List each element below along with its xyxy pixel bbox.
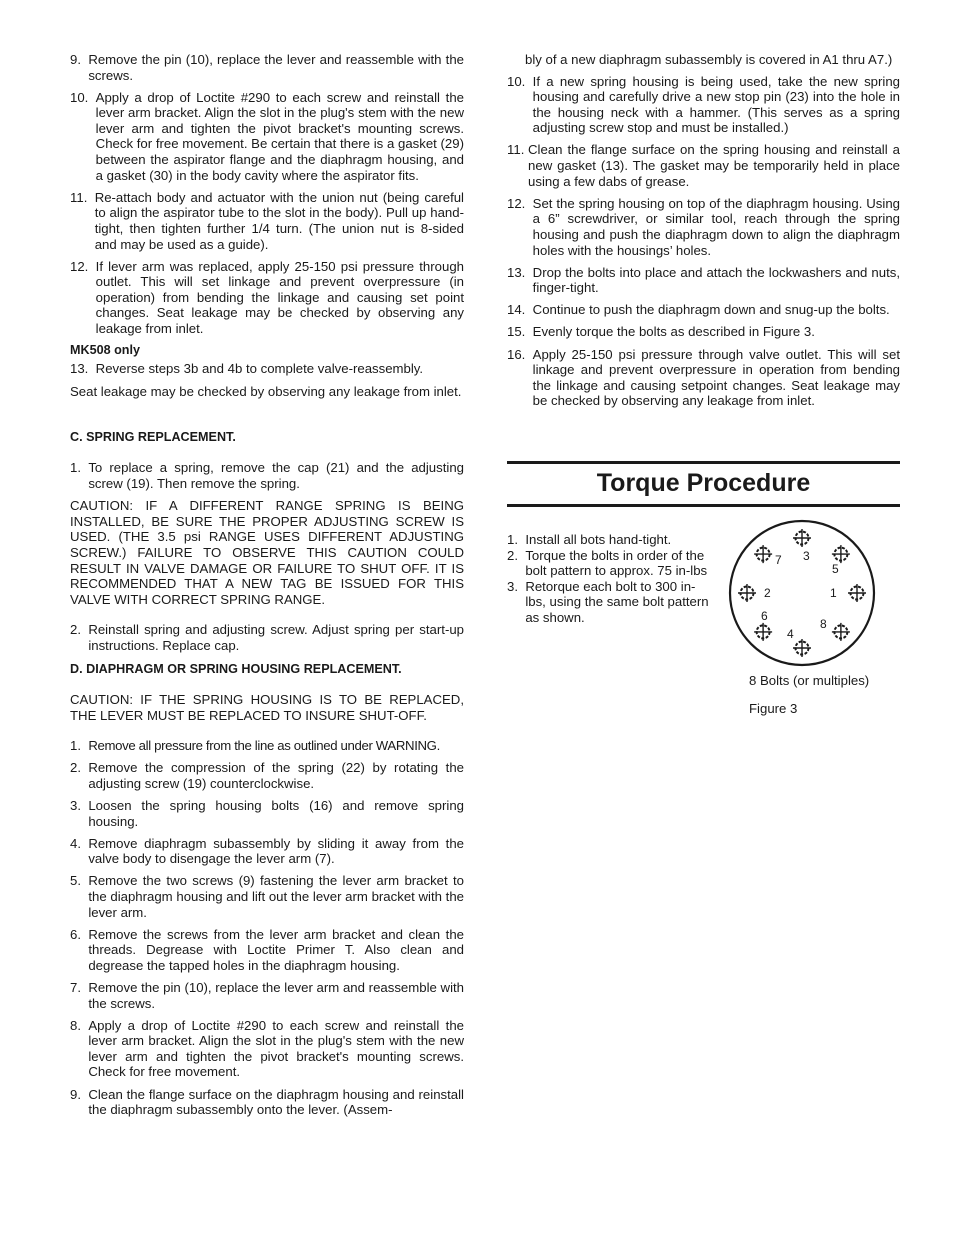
list-item: 12. Set the spring housing on top of the diaphragm housing. Using a 6” screwdriver, or similar tool, reach through the spring housing and push the diaphragm down to align the diaphragm holes with the housings’ holes.: [507, 195, 900, 258]
seat-leakage-note: Seat leakage may be checked by observing any leakage from inlet.: [70, 384, 462, 400]
bolt-hole: [832, 545, 850, 563]
list-item: 14. Continue to push the diaphragm down and snug-up the bolts.: [507, 302, 890, 318]
list-item: 15. Evenly torque the bolts as described in Figure 3.: [507, 324, 815, 340]
list-item: 10. If a new spring housing is being used, take the new spring housing and carefully drive a new stop pin (23) into the hole in the housing neck with a hammer. (This serves as a spring adjusting screw stop and must be installed.): [507, 73, 900, 136]
section-c-heading: C. SPRING REPLACEMENT.: [70, 429, 236, 444]
right-column: [507, 52, 900, 415]
section-d-caution: CAUTION: IF THE SPRING HOUSING IS TO BE REPLACED, THE LEVER MUST BE REPLACED TO INSURE SHUT-OFF.: [70, 692, 464, 723]
list-item: 10. Apply a drop of Loctite #290 to each screw and reinstall the lever arm bracket. Align the slot in the plug's stem with the new lever arm and tighten the pivot bracket's mounting screws. Check for free movement. Be certain that there is a gasket (29) between the aspirator flange and the diaphragm housing, and a gasket (30) in the body cavity where the aspirator fits.: [70, 89, 464, 183]
section-c-steps: [70, 460, 464, 491]
bolt-label-4: 4: [787, 627, 794, 641]
list-item: 8. Apply a drop of Loctite #290 to each screw and reinstall the lever arm bracket. Align the slot in the plug's stem with the new lever arm and tighten the pivot bracket's mounting screws. Check for free movement.: [70, 1017, 464, 1080]
left-column: [70, 52, 464, 1124]
list-item: 9. Clean the flange surface on the diaphragm housing and reinstall the diaphragm subassembly onto the lever. (Assem-: [70, 1086, 464, 1118]
list-item: 12. If lever arm was replaced, apply 25-150 psi pressure through outlet. This will set linkage and prevent overpressure (in operation) from bending the linkage and causing set point changes. Seat leakage may be checked by observing any leakage from inlet.: [70, 258, 464, 336]
section-d-heading: D. DIAPHRAGM OR SPRING HOUSING REPLACEMENT.: [70, 661, 402, 676]
list-item: 4. Remove diaphragm subassembly by sliding it away from the valve body to disengage the lever arm (7).: [70, 835, 464, 867]
list-item: 13. Drop the bolts into place and attach the lockwashers and nuts, finger-tight.: [507, 264, 900, 296]
continuation-text: bly of a new diaphragm subassembly is covered in A1 thru A7.): [525, 52, 893, 67]
bolt-hole: [738, 584, 756, 602]
bolt-hole: [832, 623, 850, 641]
figure-caption-bolts: 8 Bolts (or multiples): [749, 673, 870, 688]
section-d-steps: [70, 738, 464, 1117]
list-item: 7. Remove the pin (10), replace the lever arm and reassemble with the screws.: [70, 980, 464, 1011]
mk508-heading: MK508 only: [70, 343, 140, 358]
list-item: 1. Remove all pressure from the line as outlined under WARNING.: [70, 738, 440, 754]
bolt-label-8: 8: [820, 617, 827, 631]
list-item: 3. Loosen the spring housing bolts (16) and remove spring housing.: [70, 798, 464, 829]
bolt-label-5: 5: [832, 562, 839, 576]
list-item: 2. Reinstall spring and adjusting screw. Adjust spring per start-up instructions. Replace cap.: [70, 622, 464, 653]
section-c-caution: CAUTION: IF A DIFFERENT RANGE SPRING IS BEING INSTALLED, BE SURE THE PROPER ADJUSTING SCREW IS USED. (THE 3.5 psi RANGE USES DIFFERENT ADJUSTING SCREW.) FAILURE TO OBSERVE THIS CAUTION COULD RESULT IN VALVE DAMAGE OR FAILURE TO SHUT OFF. IT IS RECOMMENDED THAT A NEW TAG BE ISSUED FOR THIS VALVE WITH CORRECT SPRING RANGE.: [70, 498, 464, 607]
bolt-label-3: 3: [803, 549, 810, 563]
bolt-hole: [848, 584, 866, 602]
list-item: 11. Clean the flange surface on the spring housing and reinstall a new gasket (13). The gasket may be temporarily held in place using a few dabs of grease.: [507, 142, 900, 189]
section-c-steps-2: [70, 622, 464, 653]
bolt-hole: [754, 623, 772, 641]
torque-steps-list: [507, 532, 712, 626]
list-item: 2. Remove the compression of the spring (22) by rotating the adjusting screw (19) counterclockwise.: [70, 760, 464, 791]
bolt-hole: [793, 639, 811, 657]
list-item: 5. Remove the two screws (9) fastening the lever arm bracket to the diaphragm housing and lift out the lever arm bracket with the lever arm.: [70, 873, 464, 920]
torque-procedure-banner: [507, 461, 900, 507]
bolt-hole: [754, 545, 772, 563]
intro-steps: [70, 52, 464, 337]
torque-procedure-title: Torque Procedure: [596, 469, 811, 497]
list-item: 1. Install all bots hand-tight.: [507, 532, 672, 547]
mk508-steps: [70, 361, 464, 377]
list-item: 9. Remove the pin (10), replace the lever and reassemble with the screws.: [70, 52, 464, 83]
list-item: 1. To replace a spring, remove the cap (21) and the adjusting screw (19). Then remove the spring.: [70, 460, 464, 492]
list-item: 11. Re-attach body and actuator with the union nut (being careful to align the aspirator tube to the slot in the body). Pull up hand-tight, then tighten further 1/4 turn. (The union nut is 8-sided and may be used as a guide).: [70, 189, 464, 252]
bolt-label-2: 2: [764, 586, 771, 600]
list-item: 3. Retorque each bolt to 300 in-lbs, using the same bolt pattern as shown.: [507, 578, 709, 625]
bolt-label-group: [761, 549, 839, 641]
torque-steps: [507, 532, 712, 626]
list-item: 2. Torque the bolts in order of the bolt pattern to approx. 75 in-lbs: [507, 547, 708, 579]
right-steps: [507, 74, 900, 409]
bolt-group: [738, 529, 866, 657]
bolt-hole: [793, 529, 811, 547]
bolt-label-7: 7: [775, 553, 782, 567]
bolt-label-6: 6: [761, 609, 768, 623]
bolt-label-1: 1: [830, 586, 837, 600]
bolt-pattern-diagram: [724, 515, 884, 675]
list-item: 6. Remove the screws from the lever arm bracket and clean the threads. Degrease with Loctite Primer T. Also clean and degrease the tapped holes in the diaphragm housing.: [70, 926, 464, 973]
figure-caption-number: Figure 3: [749, 701, 798, 716]
list-item: 16. Apply 25-150 psi pressure through valve outlet. This will set linkage and prevent overpressure in operation from bending the linkage and causing setpoint changes. Seat leakage may be checked by observing any leakage from inlet.: [507, 346, 900, 409]
list-item: 13. Reverse steps 3b and 4b to complete valve-reassembly.: [70, 360, 424, 376]
